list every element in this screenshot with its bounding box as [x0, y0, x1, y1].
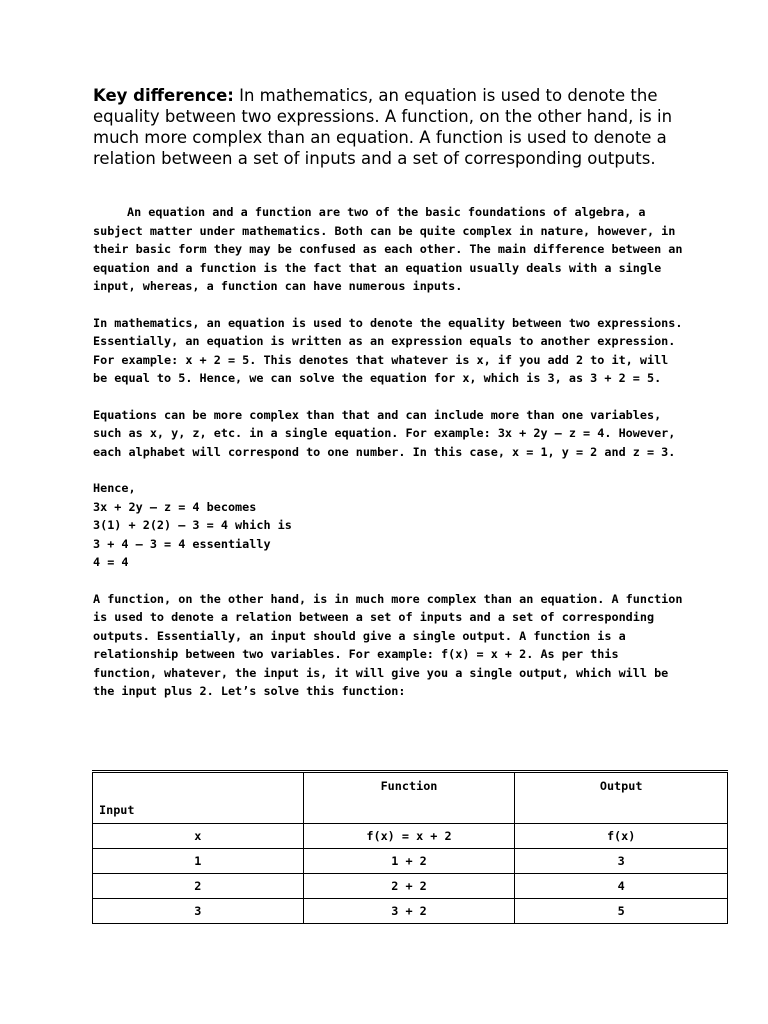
header-output: Output: [515, 772, 728, 824]
paragraph-2: In mathematics, an equation is used to denote the equality between two expressions. Essentially, an equation is written as an expression equals to another expression. For example: x + 2 = 5. This denotes that whatever is x, if you add 2 to it, will be equal to 5. Hence, we can solve the equation for x, which is 3, as 3 + 2 = 5.: [93, 315, 683, 385]
table-row: [93, 849, 728, 874]
cell-input: 1: [93, 849, 304, 874]
solution-block: [93, 479, 683, 572]
table-row: [93, 874, 728, 899]
cell-output: 3: [515, 849, 728, 874]
solution-line-2: 3x + 2y – z = 4 becomes: [93, 499, 257, 514]
solution-line-1: Hence,: [93, 481, 136, 495]
table-row: [93, 899, 728, 924]
solution-line-5: 4 = 4: [93, 555, 129, 569]
cell-function: 1 + 2: [303, 849, 515, 874]
document-page: [93, 85, 683, 719]
cell-output: f(x): [515, 824, 728, 849]
intro-paragraph: [93, 85, 683, 169]
paragraph-5: A function, on the other hand, is in much more complex than an equation. A function is used to denote a relation between a set of inputs and a set of corresponding outputs. Essentially, an input should give a single output. A function is a relationship between two variables. For example: f(x) = x + 2. As per this function, whatever, the input is, it will give you a single output, which will be the input plus 2. Let’s solve this function:: [93, 591, 683, 698]
cell-input: 2: [93, 874, 304, 899]
cell-input: x: [93, 824, 304, 849]
cell-function: 2 + 2: [303, 874, 515, 899]
paragraph-1: An equation and a function are two of the basic foundations of algebra, a subject matter under mathematics. Both can be quite complex in nature, however, in their basic form they may be confused as each other. The main difference between an equation and a function is the fact that an equation usually deals with a single input, whereas, a function can have numerous inputs.: [93, 205, 683, 293]
function-table: [92, 770, 728, 924]
solution-line-4: 3 + 4 – 3 = 4 essentially: [93, 536, 271, 551]
cell-input: 3: [93, 899, 304, 924]
solution-line-3: 3(1) + 2(2) – 3 = 4 which is: [93, 518, 292, 532]
cell-function: f(x) = x + 2: [303, 824, 515, 849]
key-difference-label: Key difference:: [93, 86, 234, 105]
table-header-row: [93, 772, 728, 824]
cell-function: 3 + 2: [303, 899, 515, 924]
cell-output: 4: [515, 874, 728, 899]
table-row: [93, 824, 728, 849]
header-function: Function: [303, 772, 515, 824]
cell-output: 5: [515, 899, 728, 924]
header-input: Input: [93, 772, 304, 824]
intro-text: In mathematics, an equation is used to denote the equality between two expressions. A function, on the other hand, is in much more complex than an equation. A function is used to denote a relation between a set of inputs and a set of corresponding outputs.: [93, 86, 673, 168]
paragraph-3: Equations can be more complex than that and can include more than one variables, such as x, y, z, etc. in a single equation. For example: 3x + 2y – z = 4. However, each alphabet will correspond to one number. In this case, x = 1, y = 2 and z = 3.: [93, 407, 676, 459]
